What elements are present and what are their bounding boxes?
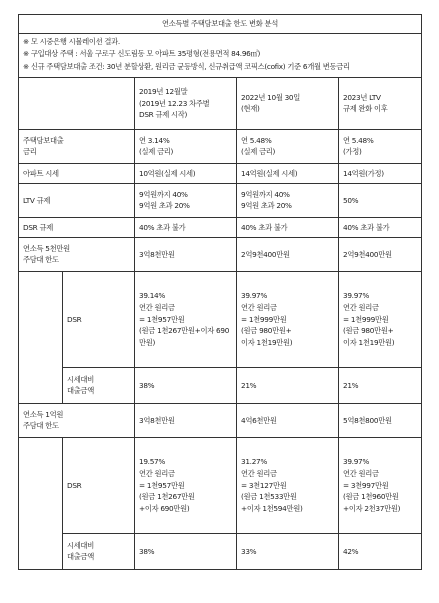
row-label-limit-50m: 연소득 5천만원 주담대 한도: [19, 237, 135, 271]
cell-rate-2023: 연 5.48% (가정): [339, 129, 422, 163]
cell-limit-50m-2023: 2억9천400만원: [339, 237, 422, 271]
column-header-2019: 2019년 12월말 (2019년 12.23 차주별 DSR 규제 시작): [135, 77, 237, 129]
column-header-2023: 2023년 LTV 규제 완화 이후: [339, 77, 422, 129]
table-notes: [19, 33, 422, 77]
group-spacer-50m: [19, 271, 63, 403]
cell-dsr-50m-2019: 39.14% 연간 원리금 = 1천957만원 (원금 1천267만원+이자 690만원): [135, 271, 237, 367]
cell-ltv-2023: 50%: [339, 183, 422, 217]
document-table-wrapper: [18, 14, 421, 570]
cell-dsr-2023: 40% 초과 불가: [339, 217, 422, 237]
loan-limit-table: [18, 14, 422, 570]
row-label-dsr-100m: DSR: [63, 437, 135, 533]
row-label-dsr-50m: DSR: [63, 271, 135, 367]
cell-dsr-100m-2022: 31.27% 연간 원리금 = 3천127만원 (원금 1천533만원 +이자 1천594만원): [237, 437, 339, 533]
row-label-rate: 주택담보대출 금리: [19, 129, 135, 163]
cell-dsr-50m-2023: 39.97% 연간 원리금 = 1천999만원 (원금 980만원+ 이자 1천19만원): [339, 271, 422, 367]
note-1: ※ 모 시중은행 시뮬레이션 결과.: [23, 36, 120, 46]
column-header-2022: 2022년 10월 30일 (현재): [237, 77, 339, 129]
cell-ratio-100m-2023: 42%: [339, 533, 422, 569]
group-spacer-100m: [19, 437, 63, 569]
cell-dsr-100m-2019: 19.57% 연간 원리금 = 1천957만원 (원금 1천267만원 +이자 690만원): [135, 437, 237, 533]
cell-limit-100m-2019: 3억8천만원: [135, 403, 237, 437]
cell-ltv-2022: 9억원까지 40% 9억원 초과 20%: [237, 183, 339, 217]
row-label-ltv: LTV 규제: [19, 183, 135, 217]
cell-limit-100m-2022: 4억6천만원: [237, 403, 339, 437]
cell-limit-50m-2022: 2억9천400만원: [237, 237, 339, 271]
row-label-limit-100m: 연소득 1억원 주담대 한도: [19, 403, 135, 437]
row-label-price: 아파트 시세: [19, 163, 135, 183]
cell-ratio-50m-2022: 21%: [237, 367, 339, 403]
cell-ratio-50m-2023: 21%: [339, 367, 422, 403]
cell-dsr-100m-2023: 39.97% 연간 원리금 = 3천997만원 (원금 1천960만원 +이자 2천37만원): [339, 437, 422, 533]
cell-dsr-2022: 40% 초과 불가: [237, 217, 339, 237]
cell-limit-100m-2023: 5억8천800만원: [339, 403, 422, 437]
cell-price-2022: 14억원(실제 시세): [237, 163, 339, 183]
cell-dsr-50m-2022: 39.97% 연간 원리금 = 1천999만원 (원금 980만원+ 이자 1천19만원): [237, 271, 339, 367]
row-label-dsr: DSR 규제: [19, 217, 135, 237]
note-2: ※ 구입대상 주택 : 서울 구로구 신도림동 모 아파트 35평형(전용면적 84.96㎡): [23, 49, 261, 59]
cell-ratio-100m-2019: 38%: [135, 533, 237, 569]
row-label-ratio-100m: 시세대비 대출금액: [63, 533, 135, 569]
cell-limit-50m-2019: 3억8천만원: [135, 237, 237, 271]
table-title: 연소득별 주택담보대출 한도 변화 분석: [19, 15, 422, 34]
cell-ratio-50m-2019: 38%: [135, 367, 237, 403]
row-label-ratio-50m: 시세대비 대출금액: [63, 367, 135, 403]
cell-price-2019: 10억원(실제 시세): [135, 163, 237, 183]
cell-rate-2019: 연 3.14% (실제 금리): [135, 129, 237, 163]
cell-rate-2022: 연 5.48% (실제 금리): [237, 129, 339, 163]
cell-ltv-2019: 9억원까지 40% 9억원 초과 20%: [135, 183, 237, 217]
note-3: ※ 신규 주택담보대출 조건: 30년 분할상환, 원리금 균등방식, 신규취급액 코픽스(cofix) 기준 6개월 변동금리: [23, 62, 350, 72]
cell-ratio-100m-2022: 33%: [237, 533, 339, 569]
cell-dsr-2019: 40% 초과 불가: [135, 217, 237, 237]
header-empty-cell: [19, 77, 135, 129]
cell-price-2023: 14억원(가정): [339, 163, 422, 183]
